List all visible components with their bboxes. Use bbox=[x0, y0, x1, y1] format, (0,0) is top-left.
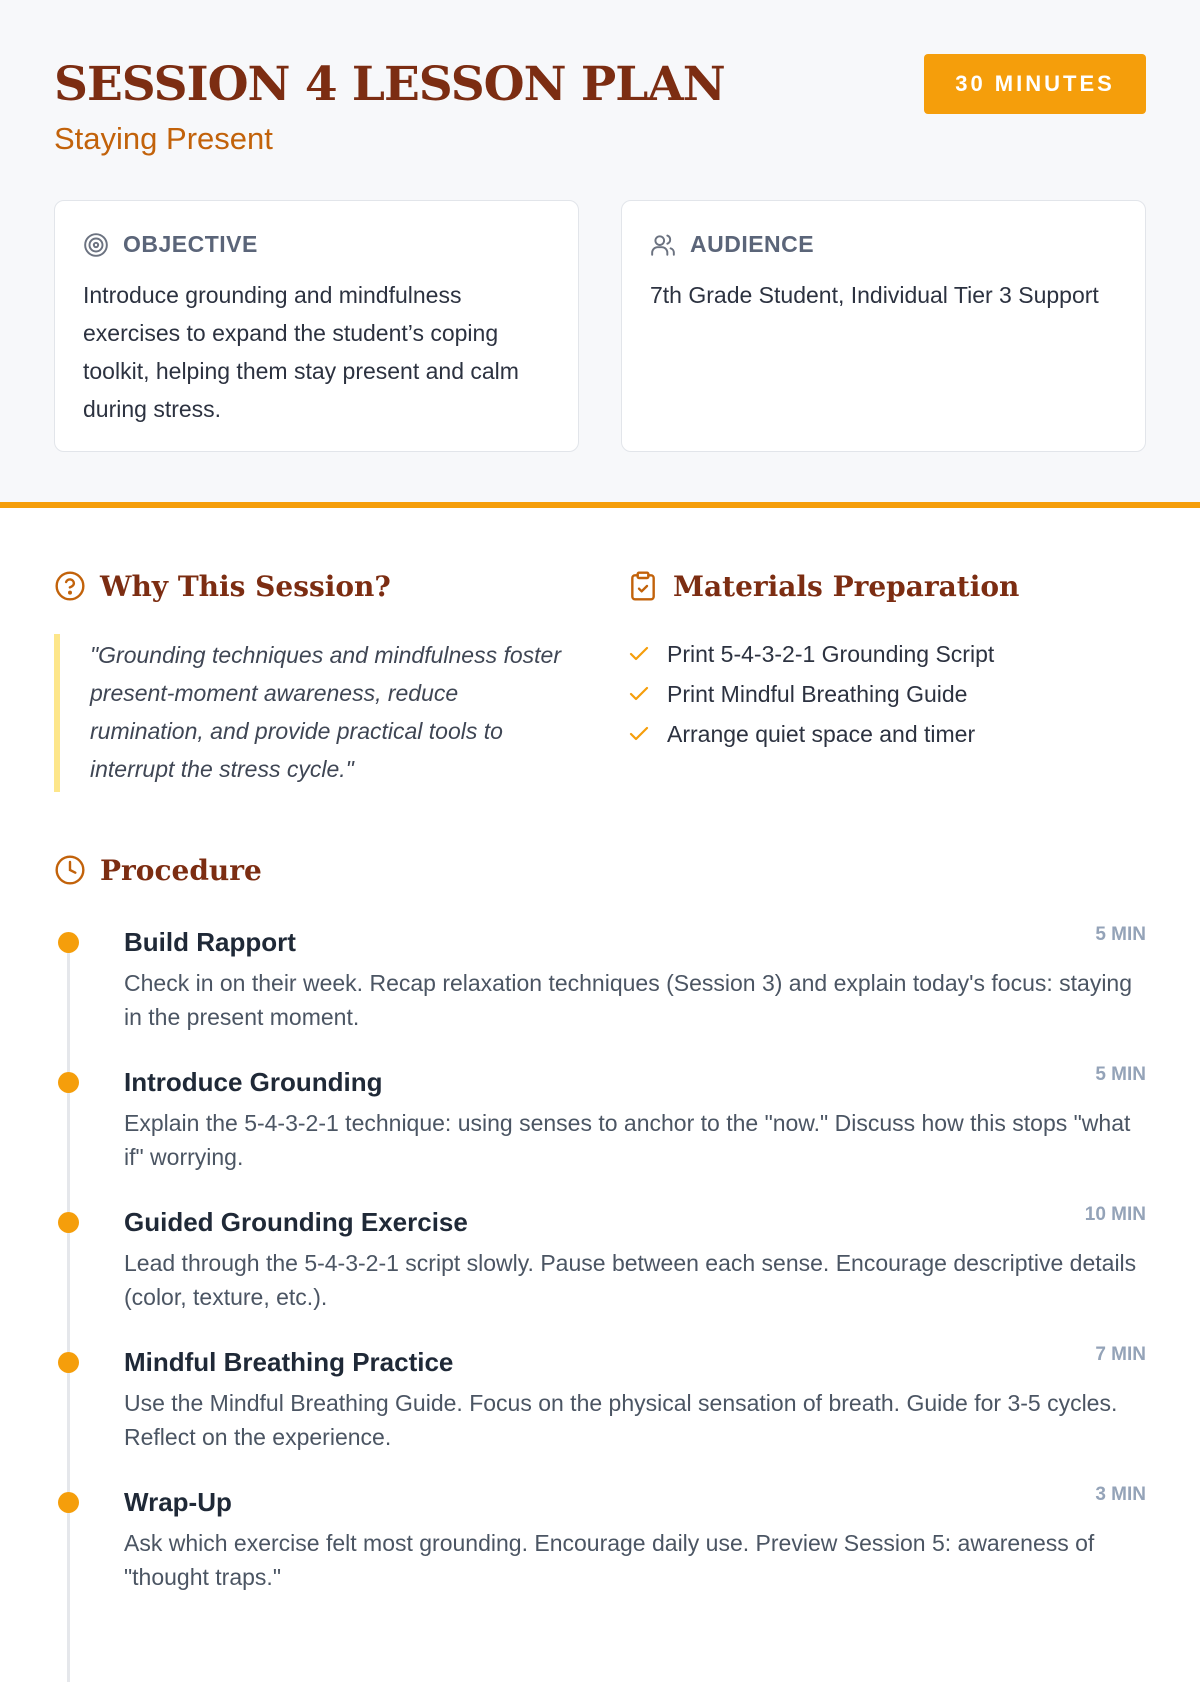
step-duration: 3 MIN bbox=[1095, 1484, 1146, 1505]
procedure-step bbox=[54, 1482, 1146, 1622]
materials-heading bbox=[627, 566, 1146, 606]
check-icon bbox=[627, 642, 651, 666]
page-subtitle: Staying Present bbox=[54, 121, 273, 156]
step-duration: 10 MIN bbox=[1084, 1204, 1146, 1225]
materials-item-label: Print 5-4-3-2-1 Grounding Script bbox=[667, 641, 995, 667]
step-title: Introduce Grounding bbox=[124, 1067, 383, 1097]
why-heading-text: Why This Session? bbox=[100, 569, 391, 603]
step-title: Build Rapport bbox=[124, 927, 296, 957]
procedure-step bbox=[54, 1062, 1146, 1202]
check-icon bbox=[627, 722, 651, 746]
materials-item bbox=[627, 674, 1146, 714]
procedure-step bbox=[54, 1202, 1146, 1342]
timeline-dot bbox=[58, 1352, 79, 1373]
audience-label: AUDIENCE bbox=[690, 231, 815, 257]
step-title: Guided Grounding Exercise bbox=[124, 1207, 468, 1237]
objective-header bbox=[83, 231, 550, 258]
check-icon bbox=[627, 682, 651, 706]
page-title: SESSION 4 LESSON PLAN bbox=[54, 57, 725, 112]
materials-section bbox=[627, 566, 1146, 792]
procedure-heading-text: Procedure bbox=[100, 853, 262, 887]
procedure-timeline bbox=[54, 922, 1146, 1622]
materials-item bbox=[627, 714, 1146, 754]
why-heading bbox=[54, 566, 573, 606]
step-title: Wrap-Up bbox=[124, 1487, 232, 1517]
materials-heading-text: Materials Preparation bbox=[673, 569, 1020, 603]
step-duration: 7 MIN bbox=[1095, 1344, 1146, 1365]
step-description: Explain the 5-4-3-2-1 technique: using senses to anchor to the "now." Discuss how this stops "what if" worrying. bbox=[124, 1110, 1131, 1170]
objective-card bbox=[54, 200, 579, 452]
duration-badge: 30 MINUTES bbox=[924, 54, 1146, 114]
step-description: Ask which exercise felt most grounding. Encourage daily use. Preview Session 5: awareness of "thought traps." bbox=[124, 1530, 1095, 1590]
procedure-heading bbox=[54, 850, 1146, 890]
timeline-dot bbox=[58, 1072, 79, 1093]
materials-list bbox=[627, 634, 1146, 754]
step-title: Mindful Breathing Practice bbox=[124, 1347, 454, 1377]
step-duration: 5 MIN bbox=[1095, 1064, 1146, 1085]
materials-item-label: Print Mindful Breathing Guide bbox=[667, 681, 968, 707]
audience-header bbox=[650, 231, 1117, 258]
clock-icon bbox=[54, 854, 86, 886]
audience-card bbox=[621, 200, 1146, 452]
why-section bbox=[54, 566, 573, 792]
objective-label: OBJECTIVE bbox=[123, 231, 258, 257]
procedure-step bbox=[54, 922, 1146, 1062]
step-duration: 5 MIN bbox=[1095, 924, 1146, 945]
materials-item bbox=[627, 634, 1146, 674]
intro-columns bbox=[54, 566, 1146, 792]
audience-text: 7th Grade Student, Individual Tier 3 Support bbox=[650, 282, 1099, 308]
timeline-dot bbox=[58, 932, 79, 953]
procedure-step bbox=[54, 1342, 1146, 1482]
materials-item-label: Arrange quiet space and timer bbox=[667, 721, 976, 747]
target-icon bbox=[83, 232, 109, 258]
why-quote: "Grounding techniques and mindfulness foster present-moment awareness, reduce rumination, and provide practical tools to interrupt the stress cycle." bbox=[54, 634, 573, 792]
objective-text: Introduce grounding and mindfulness exercises to expand the student’s coping toolkit, helping them stay present and calm during stress. bbox=[83, 282, 519, 422]
timeline-dot bbox=[58, 1492, 79, 1513]
users-icon bbox=[650, 232, 676, 258]
timeline-dot bbox=[58, 1212, 79, 1233]
help-circle-icon bbox=[54, 570, 86, 602]
clipboard-check-icon bbox=[627, 570, 659, 602]
step-description: Lead through the 5-4-3-2-1 script slowly. Pause between each sense. Encourage descriptive details (color, texture, etc.). bbox=[124, 1250, 1137, 1310]
step-description: Check in on their week. Recap relaxation techniques (Session 3) and explain today's focus: staying in the present moment. bbox=[124, 970, 1133, 1030]
step-description: Use the Mindful Breathing Guide. Focus on the physical sensation of breath. Guide for 3-5 cycles. Reflect on the experience. bbox=[124, 1390, 1118, 1450]
info-cards bbox=[54, 200, 1146, 452]
main-content bbox=[0, 566, 1200, 1622]
page-header bbox=[0, 0, 1200, 508]
